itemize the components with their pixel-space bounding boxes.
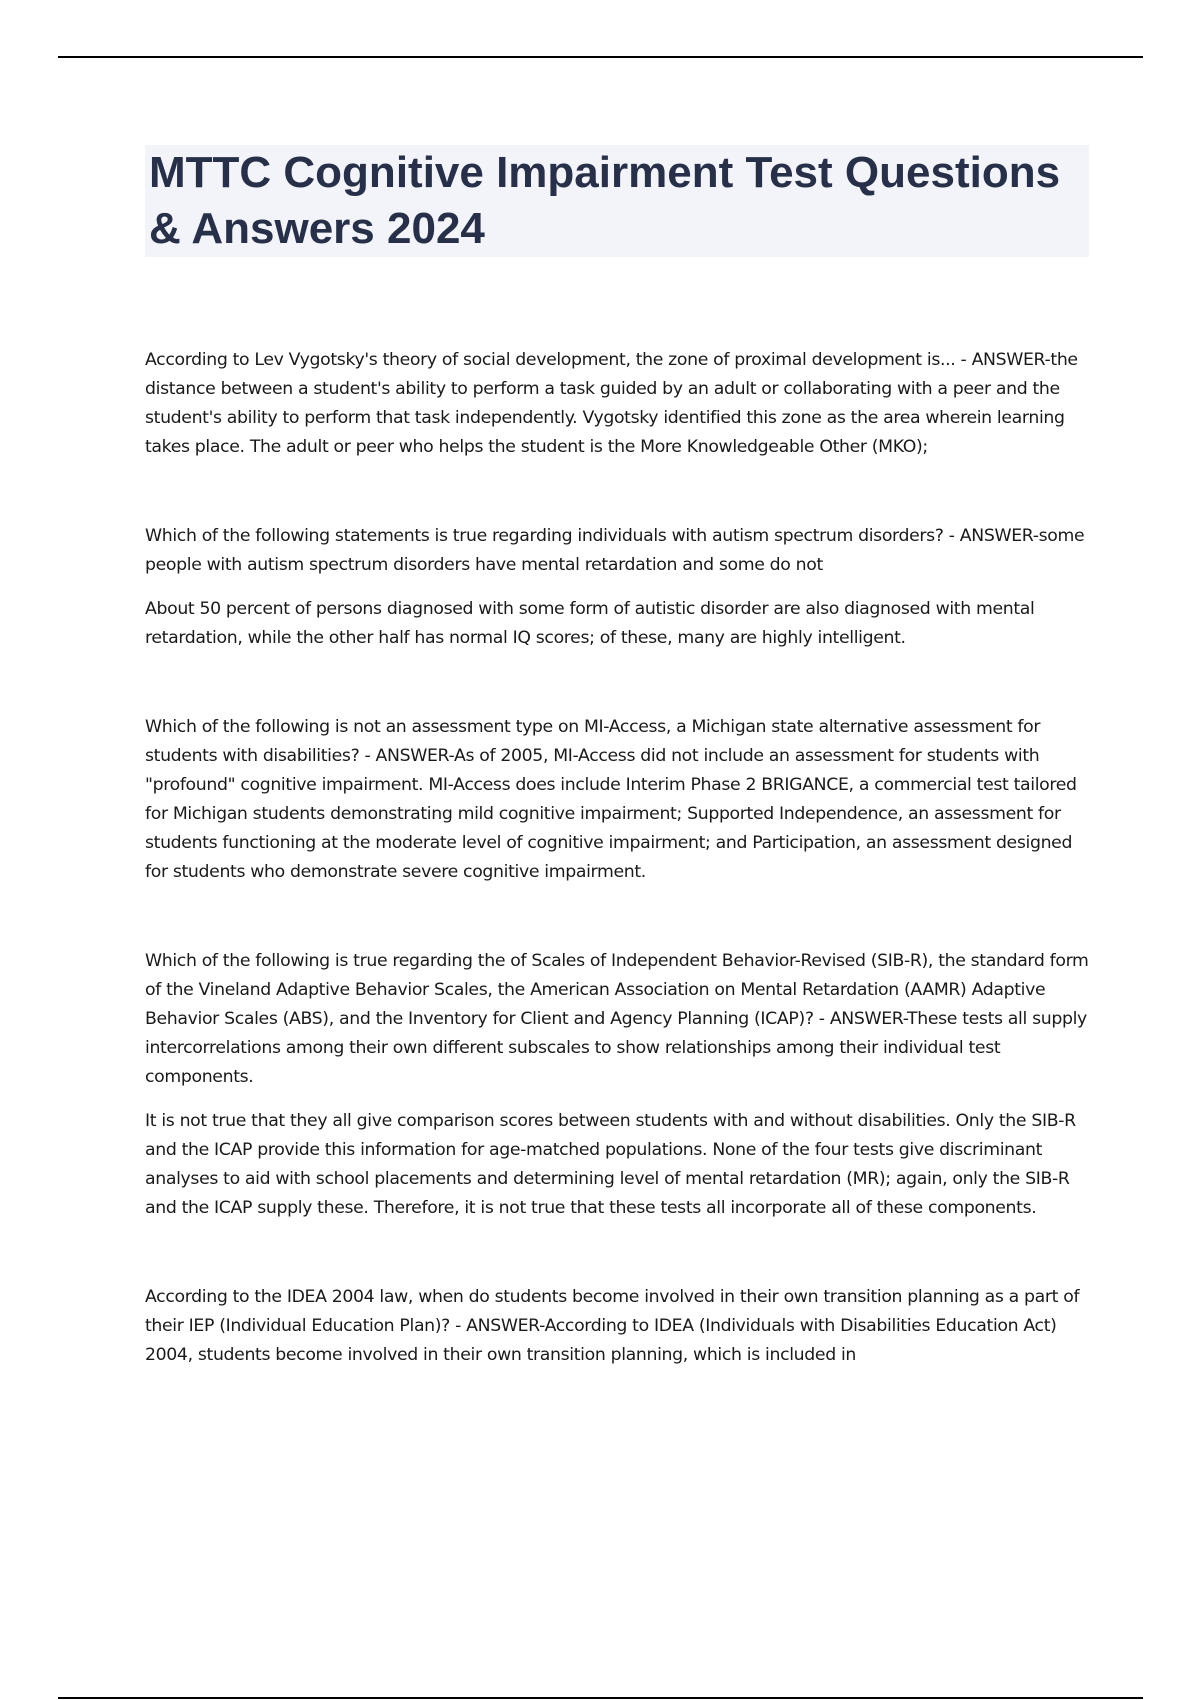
qa-content (145, 346, 1090, 1370)
qa-paragraph: Which of the following is not an assessment type on MI-Access, a Michigan state alternative assessment for students with disabilities? - ANSWER-As of 2005, MI-Access did not include an assessment for students with "profound" cognitive impairment. MI-Access does include Interim Phase 2 BRIGANCE, a commercial test tailored for Michigan students demonstrating mild cognitive impairment; Supported Independence, an assessment for students functioning at the moderate level of cognitive impairment; and Participation, an assessment designed for students who demonstrate severe cognitive impairment. (145, 717, 1077, 882)
qa-item (145, 1283, 1090, 1370)
qa-item (145, 346, 1090, 462)
qa-item (145, 713, 1090, 887)
qa-paragraph: It is not true that they all give comparison scores between students with and without disabilities. Only the SIB-R and the ICAP provide this information for age-matched populations. None of the four tests give discriminant analyses to aid with school placements and determining level of mental retardation (MR); again, only the SIB-R and the ICAP supply these. Therefore, it is not true that these tests all incorporate all of these components. (145, 1111, 1076, 1218)
qa-paragraph: According to Lev Vygotsky's theory of social development, the zone of proximal development is... - ANSWER-the distance between a student's ability to perform a task guided by an adult or collaborating with a peer and the student's ability to perform that task independently. Vygotsky identified this zone as the area wherein learning takes place. The adult or peer who helps the student is the More Knowledgeable Other (MKO); (145, 350, 1078, 457)
footer-rule (58, 1697, 1143, 1699)
qa-paragraph: Which of the following statements is true regarding individuals with autism spectrum disorders? - ANSWER-some people with autism spectrum disorders have mental retardation and some do not (145, 526, 1085, 575)
qa-paragraph: Which of the following is true regarding the of Scales of Independent Behavior-Revised (SIB-R), the standard form of the Vineland Adaptive Behavior Scales, the American Association on Mental Retardation (AAMR) Adaptive Behavior Scales (ABS), and the Inventory for Client and Agency Planning (ICAP)? - ANSWER-These tests all supply intercorrelations among their own different subscales to show relationships among their individual test components. (145, 951, 1089, 1087)
qa-paragraph: About 50 percent of persons diagnosed with some form of autistic disorder are also diagnosed with mental retardation, while the other half has normal IQ scores; of these, many are highly intelligent. (145, 599, 1035, 648)
qa-item (145, 522, 1090, 653)
title-block (145, 145, 1089, 257)
qa-paragraph: According to the IDEA 2004 law, when do students become involved in their own transition planning as a part of their IEP (Individual Education Plan)? - ANSWER-According to IDEA (Individuals with Disabilities Education Act) 2004, students become involved in their own transition planning, which is included in (145, 1287, 1080, 1365)
header-rule (58, 56, 1143, 58)
page-title: MTTC Cognitive Impairment Test Questions & Answers 2024 (149, 148, 1061, 253)
qa-item (145, 947, 1090, 1223)
